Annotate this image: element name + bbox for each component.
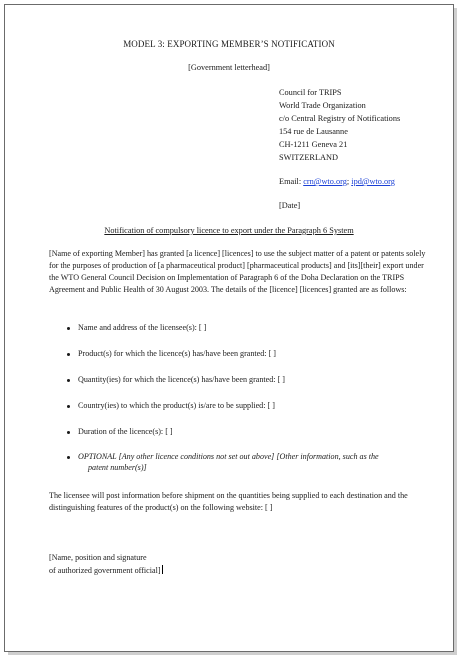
bullet-dot [67,431,70,434]
bullet-dot [67,456,70,459]
address-line: CH-1211 Geneva 21 [279,140,348,149]
intro-paragraph: [Name of exporting Member] has granted [a licence] [licences] to use the subject matter of a patent or patents solely for the purposes of production of [a pharmaceutical product] [pharmaceutical products] and [its][their] export under the WTO General Council Decision on Implementation of Paragraph 6 of the Doha Declaration on the TRIPS Agreement and Public Health of 30 August 2003. The details of the [licence] [licences] granted are as follows: [49,249,426,294]
text-cursor [162,565,163,574]
email-link-ipd[interactable]: ipd@wto.org [351,177,395,186]
bullet-licensee: Name and address of the licensee(s): [ ] [78,323,207,332]
email-line [279,177,395,186]
document-page[interactable] [4,4,454,652]
bullet-countries: Country(ies) to which the product(s) is/are to be supplied: [ ] [78,401,275,410]
notification-subject: Notification of compulsory licence to export under the Paragraph 6 System [104,226,354,235]
email-separator: ; [346,177,350,186]
bullet-quantity: Quantity(ies) for which the licence(s) has/have been granted: [ ] [78,375,285,384]
closing-paragraph: The licensee will post information before shipment on the quantities being supplied to each destination and the distinguishing features of the product(s) on the following website: [ ] [49,491,408,512]
email-link-crn[interactable]: crn@wto.org [303,177,347,186]
signature-line-2-text: of authorized government official] [49,566,161,575]
date-placeholder: [Date] [279,201,301,210]
bullet-dot [67,405,70,408]
bullet-dot [67,353,70,356]
bullet-optional-continued: patent number(s)] [88,463,147,472]
signature-line-1: [Name, position and signature [49,553,147,562]
bullet-dot [67,379,70,382]
address-line: SWITZERLAND [279,153,338,162]
letterhead-placeholder: [Government letterhead] [188,63,270,72]
bullet-products: Product(s) for which the licence(s) has/have been granted: [ ] [78,349,276,358]
bullet-duration: Duration of the licence(s): [ ] [78,427,173,436]
bullet-dot [67,327,70,330]
address-line: c/o Central Registry of Notifications [279,114,401,123]
signature-line-2 [49,565,163,575]
document-title: MODEL 3: EXPORTING MEMBER’S NOTIFICATION [123,39,335,49]
page-shadow-right [454,8,457,655]
page-shadow-bottom [8,652,457,655]
address-line: World Trade Organization [279,101,366,110]
address-line: 154 rue de Lausanne [279,127,348,136]
address-line: Council for TRIPS [279,88,342,97]
bullet-optional: OPTIONAL [Any other licence conditions not set out above] [Other information, such as the [78,452,379,461]
email-label: Email: [279,177,302,186]
